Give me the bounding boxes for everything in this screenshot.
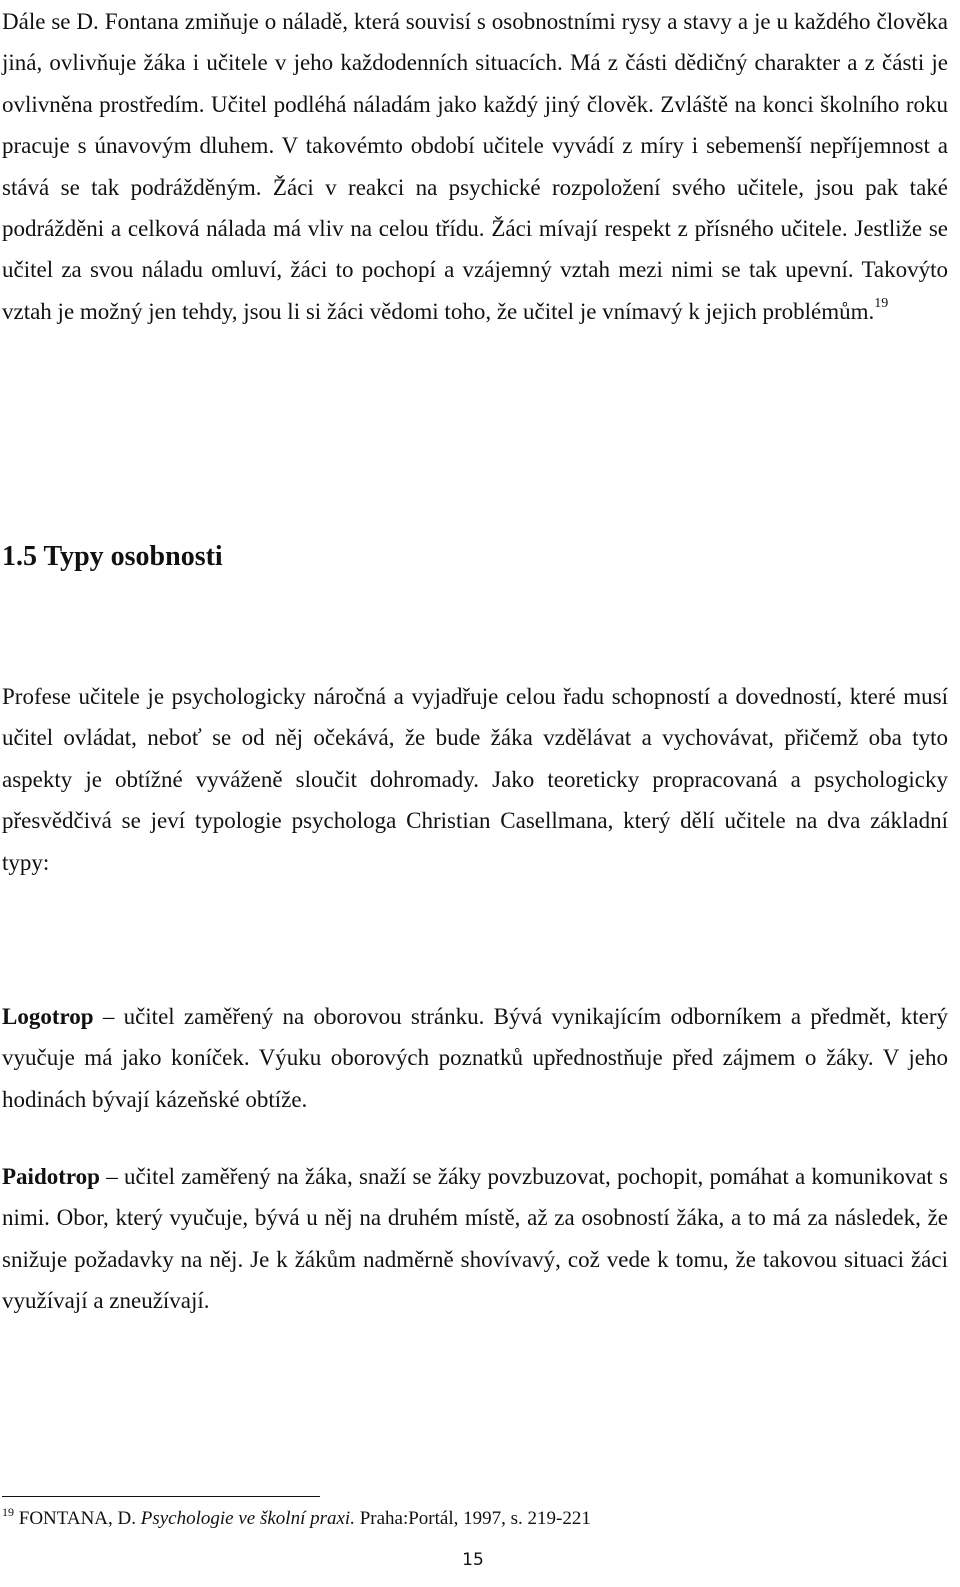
- footnote-title: Psychologie ve školní praxi.: [140, 1508, 355, 1529]
- footnote-author: FONTANA, D.: [18, 1508, 141, 1529]
- paragraph-profession: Profese učitele je psychologicky náročná a vyjadřuje celou řadu schopností a dovedností, které musí učitel ovládat, neboť se od něj očekává, že bude žáka vzdělávat a vychovávat, přičemž oba tyto aspekty je obtížné vyváženě sloučit dohromady. Jako teoreticky propracovaná a psychologicky přesvědčivá se jeví typologie psychologa Christian Casellmana, který dělí učitele na dva základní typy:: [2, 684, 948, 875]
- type-term: Logotrop: [2, 1004, 94, 1029]
- page-number: 15: [462, 1550, 484, 1570]
- type-logotrop: [2, 996, 948, 1120]
- footnote-reference[interactable]: 19: [874, 295, 889, 311]
- type-description: – učitel zaměřený na žáka, snaží se žáky povzbuzovat, pochopit, pomáhat a komunikovat s nimi. Obor, který vyučuje, bývá u něj na druhém místě, až za osobností žáka, a to má za následek, že snižuje požadavky na něj. Je k žákům nadměrně shovívavý, což vede k tomu, že takovou situaci žáci využívají a zneužívají.: [2, 1164, 948, 1314]
- type-description: – učitel zaměřený na oborovou stránku. Bývá vynikajícím odborníkem a předmět, který vyučuje má jako koníček. Výuku oborových poznatků upřednostňuje před zájmem o žáky. V jeho hodinách bývají kázeňské obtíže.: [2, 1004, 948, 1112]
- type-term: Paidotrop: [2, 1164, 100, 1189]
- footnote-number: 19: [2, 1505, 14, 1519]
- footnote-divider: [2, 1496, 320, 1497]
- footnote: [2, 1506, 591, 1532]
- type-paidotrop: [2, 1156, 948, 1322]
- section-heading: 1.5 Typy osobnosti: [2, 541, 223, 572]
- paragraph-mood-text: Dále se D. Fontana zmiňuje o náladě, která souvisí s osobnostními rysy a stavy a je u každého člověka jiná, ovlivňuje žáka i učitele v jeho každodenních situacích. Má z části dědičný charakter a z části je ovlivněna prostředím. Učitel podléhá náladám jako každý jiný člověk. Zvláště na konci školního roku pracuje s únavovým dluhem. V takovémto období učitele vyvádí z míry i sebemenší nepříjemnost a stává se tak podrážděným. Žáci v reakci na psychické rozpoložení svého učitele, jsou pak také podrážděni a celková nálada má vliv na celou třídu. Žáci mívají respekt z přísného učitele. Jestliže se učitel za svou náladu omluví, žáci to pochopí a vzájemný vztah mezi nimi se tak upevní. Takovýto vztah je možný jen tehdy, jsou li si žáci vědomi toho, že učitel je vnímavý k jejich problémům.: [2, 9, 948, 324]
- paragraph-mood: [2, 1, 948, 332]
- footnote-publisher: Praha:Portál, 1997, s. 219-221: [354, 1508, 591, 1529]
